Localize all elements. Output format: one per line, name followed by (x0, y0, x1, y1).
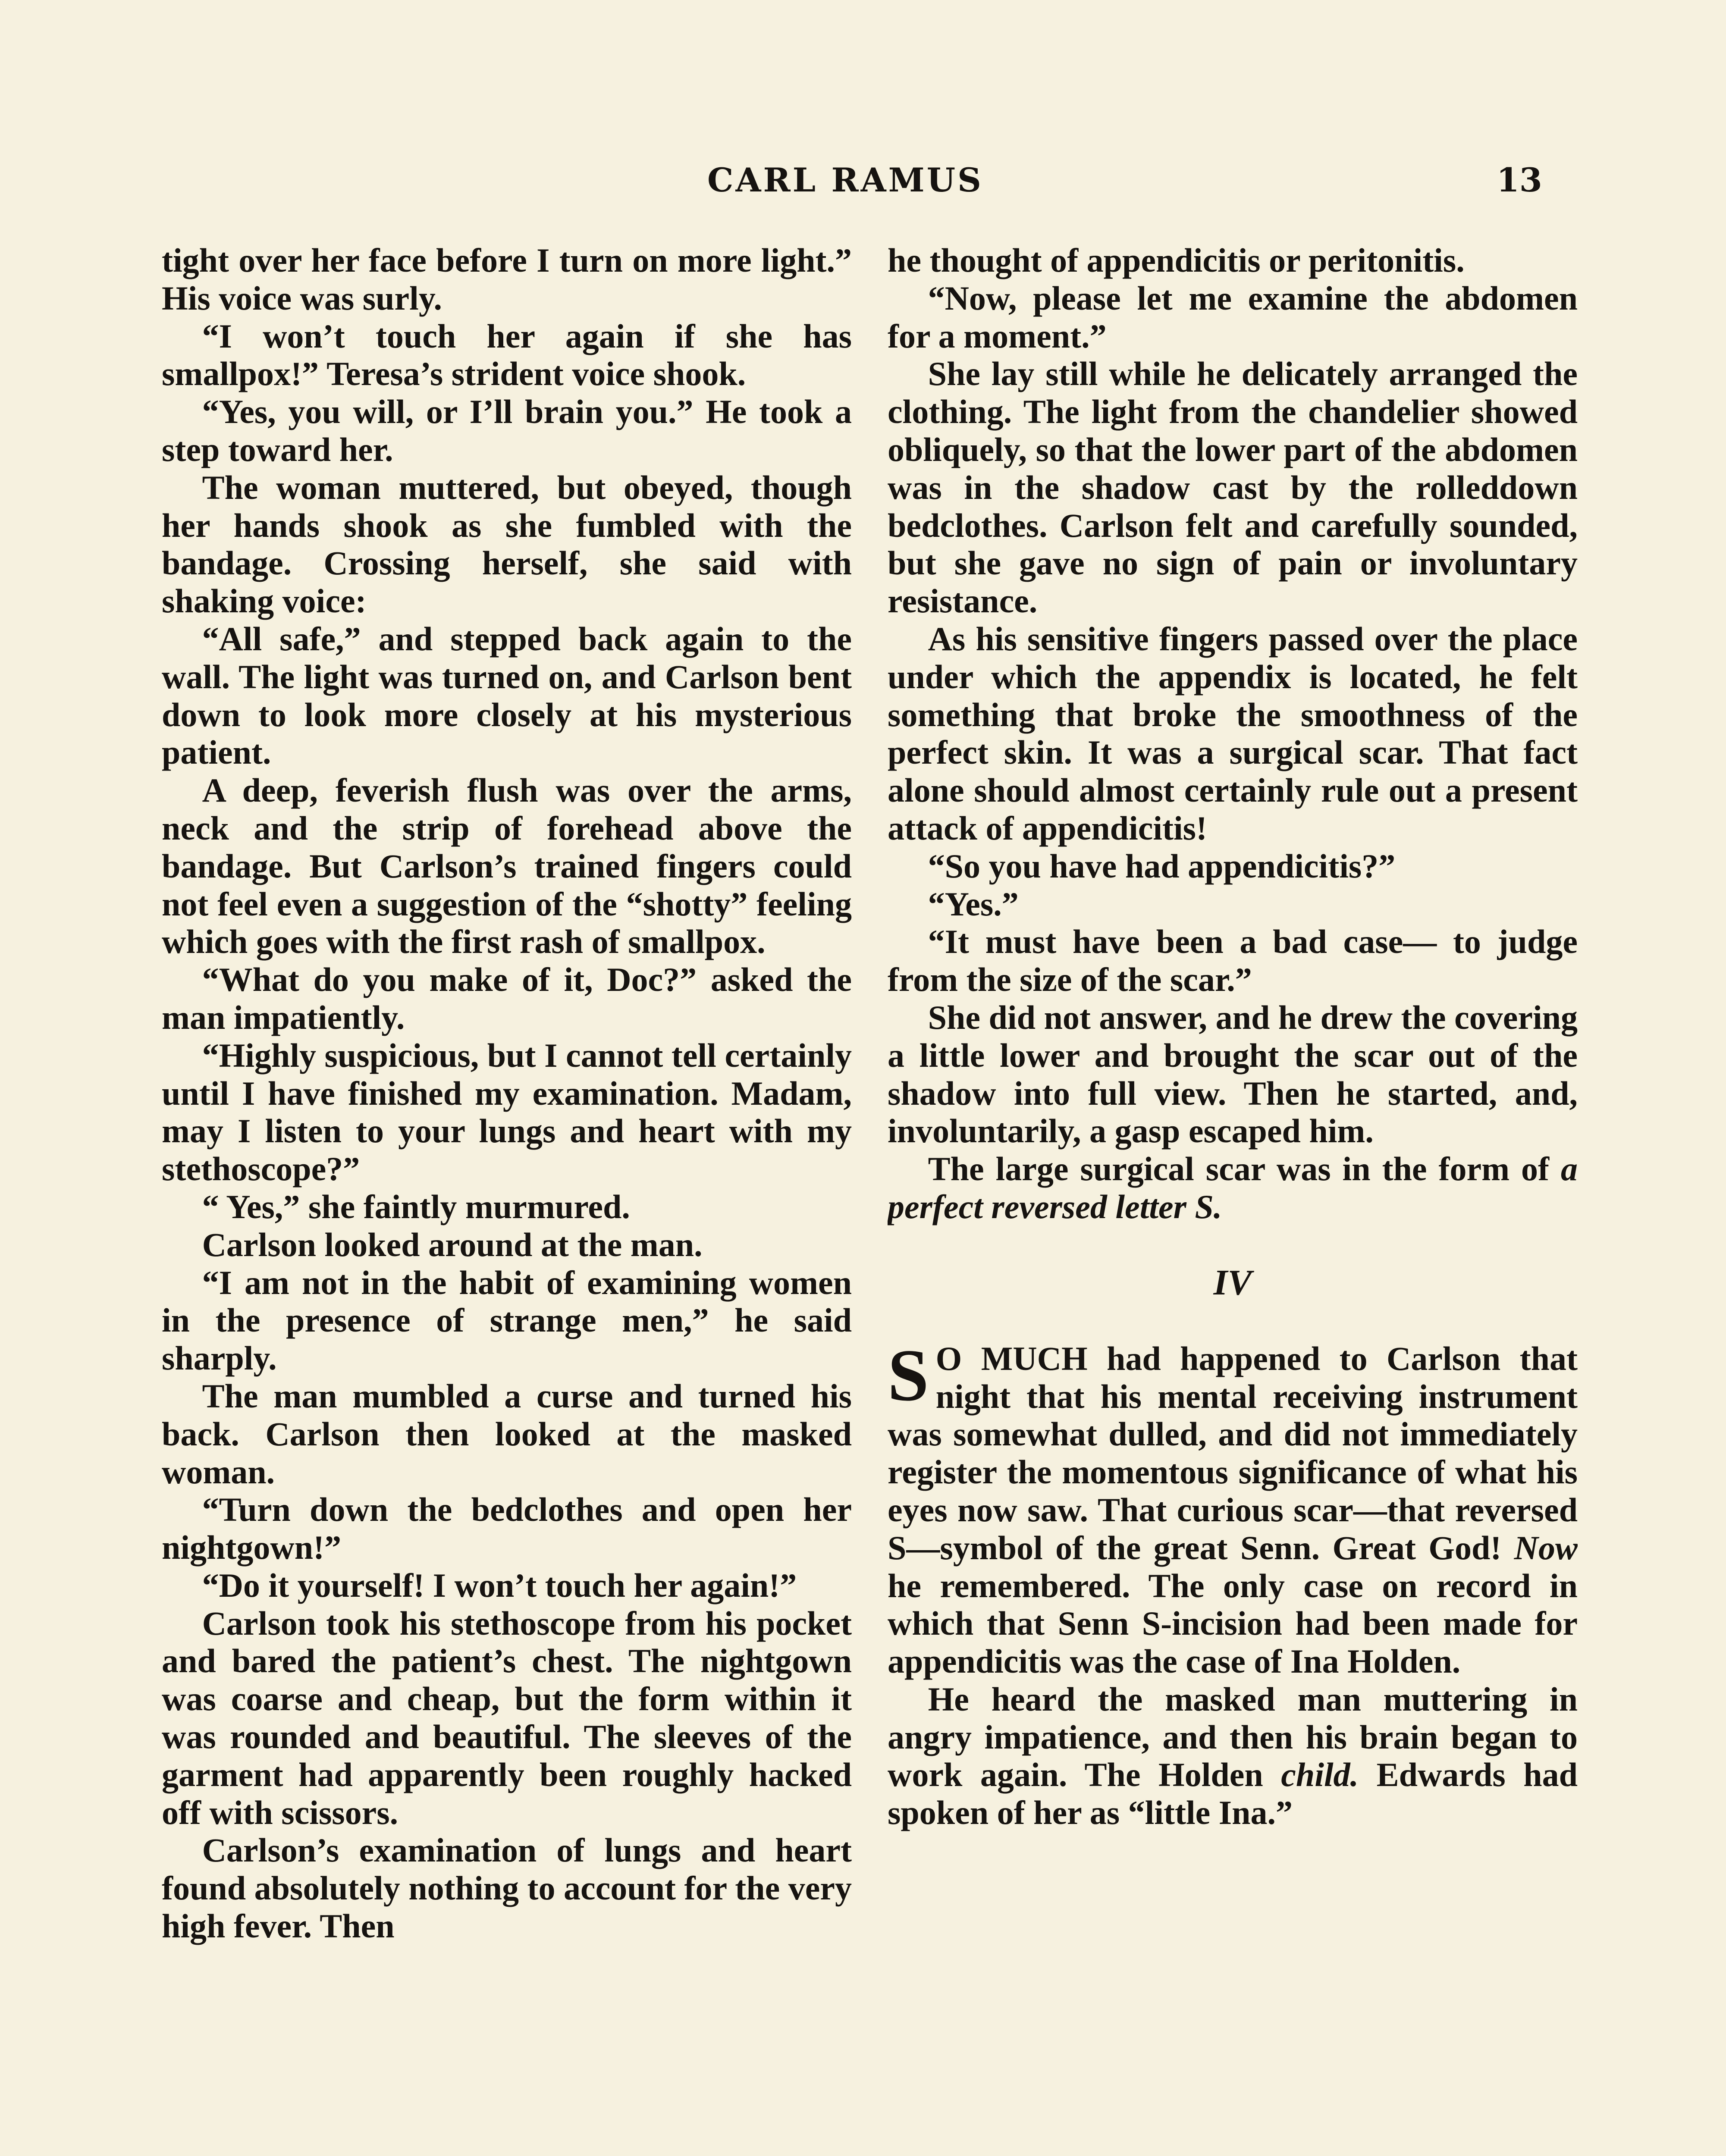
left-column (162, 241, 852, 2156)
dropcap-paragraph (888, 1334, 1578, 1680)
paragraph: “Turn down the bedclothes and open her nightgown!” (162, 1491, 852, 1567)
child-italic: child. (1281, 1756, 1359, 1794)
section-heading: IV (1213, 1262, 1252, 1303)
paragraph: “Now, please let me examine the abdomen for a moment.” (888, 279, 1578, 355)
paragraph: “Yes.” (928, 885, 1019, 923)
scar-sentence-italic: a perfect reversed letter S. (888, 1150, 1578, 1225)
running-head: CARL RAMUS (707, 161, 983, 199)
paragraph: tight over her face before I turn on more light.” His voice was surly. (162, 241, 852, 317)
page-header (0, 159, 1726, 202)
paragraph: “Highly suspicious, but I cannot tell certainly until I have finished my examination. Madam, may I listen to your lungs and heart with my stethoscope?” (162, 1036, 852, 1188)
paragraph: “ Yes,” she faintly murmured. (202, 1188, 630, 1225)
paragraph: “So you have had appendicitis?” (928, 847, 1396, 885)
paragraph: She did not answer, and he drew the covering a little lower and brought the scar out of the shadow into full view. Then he started, and, involuntarily, a gasp escaped him. (888, 998, 1578, 1150)
right-column (888, 241, 1578, 2156)
paragraph: The woman muttered, but obeyed, though her hands shook as she fumbled with the bandage. Crossing herself, she said with shaking voice: (162, 468, 852, 620)
paragraph: Carlson took his stethoscope from his pocket and bared the patient’s chest. The nightgown was coarse and cheap, but the form within it was rounded and beautiful. The sleeves of the garment had apparently been roughly hacked off with scissors. (162, 1604, 852, 1831)
final-text-start: He heard the masked man muttering in angry impatience, and then his brain began to work again. The Holden (888, 1680, 1578, 1794)
paragraph: As his sensitive fingers passed over the place under which the appendix is located, he felt something that broke the smoothness of the perfect skin. It was a surgical scar. That fact alone should almost certainly rule out a present attack of appendicitis! (888, 620, 1578, 847)
paragraph: “All safe,” and stepped back again to the wall. The light was turned on, and Carlson bent down to look more closely at his mysterious patient. (162, 620, 852, 771)
paragraph: “Yes, you will, or I’ll brain you.” He took a step toward her. (162, 393, 852, 468)
paragraph: A deep, feverish flush was over the arms, neck and the strip of forehead above the bandage. But Carlson’s trained fingers could not feel even a suggestion of the “shotty” feeling which goes with the first rash of smallpox. (162, 771, 852, 961)
now-italic: Now (1514, 1529, 1578, 1567)
paragraph: “What do you make of it, Doc?” asked the man impatiently. (162, 961, 852, 1036)
opening-caps: O MUCH (935, 1339, 1088, 1377)
paragraph: “I won’t touch her again if she has smallpox!” Teresa’s strident voice shook. (162, 317, 852, 393)
scar-paragraph (888, 1150, 1578, 1226)
paragraph: She lay still while he delicately arranged the clothing. The light from the chandelier showed obliquely, so that the lower part of the abdomen was in the shadow cast by the rolleddown bedclothes. Carlson felt and carefully sounded, but she gave no sign of pain or involuntary resistance. (888, 355, 1578, 620)
paragraph: “It must have been a bad case— to judge from the size of the scar.” (888, 923, 1578, 999)
paragraph: “I am not in the habit of examining women in the presence of strange men,” he said sharply. (162, 1263, 852, 1377)
paragraph: Carlson looked around at the man. (202, 1225, 703, 1263)
paragraph: The man mumbled a curse and turned his back. Carlson then looked at the masked woman. (162, 1377, 852, 1491)
paragraph: he thought of appendicitis or peritonitis. (888, 241, 1465, 279)
final-text-end: Edwards had spoken of her as “little Ina.” (888, 1756, 1578, 1832)
paragraph-text-end: he remembered. The only case on record in which that Senn S-incision had been made for appendicitis was the case of Ina Holden. (888, 1567, 1578, 1680)
paragraph: “Do it yourself! I won’t touch her again!” (202, 1566, 797, 1604)
drop-cap: S (888, 1334, 929, 1416)
page-number: 13 (1497, 161, 1542, 199)
final-paragraph (888, 1680, 1578, 1832)
scar-sentence-start: The large surgical scar was in the form of (928, 1150, 1561, 1188)
paragraph: Carlson’s examination of lungs and heart found absolutely nothing to account for the very high fever. Then (162, 1831, 852, 1945)
paragraph-text: had happened to Carlson that night that his mental receiving instrument was somewhat dulled, and did not immediately register the momentous significance of what his eyes now saw. That curious scar—that reversed S—symbol of the great Senn. Great God! (888, 1339, 1578, 1567)
